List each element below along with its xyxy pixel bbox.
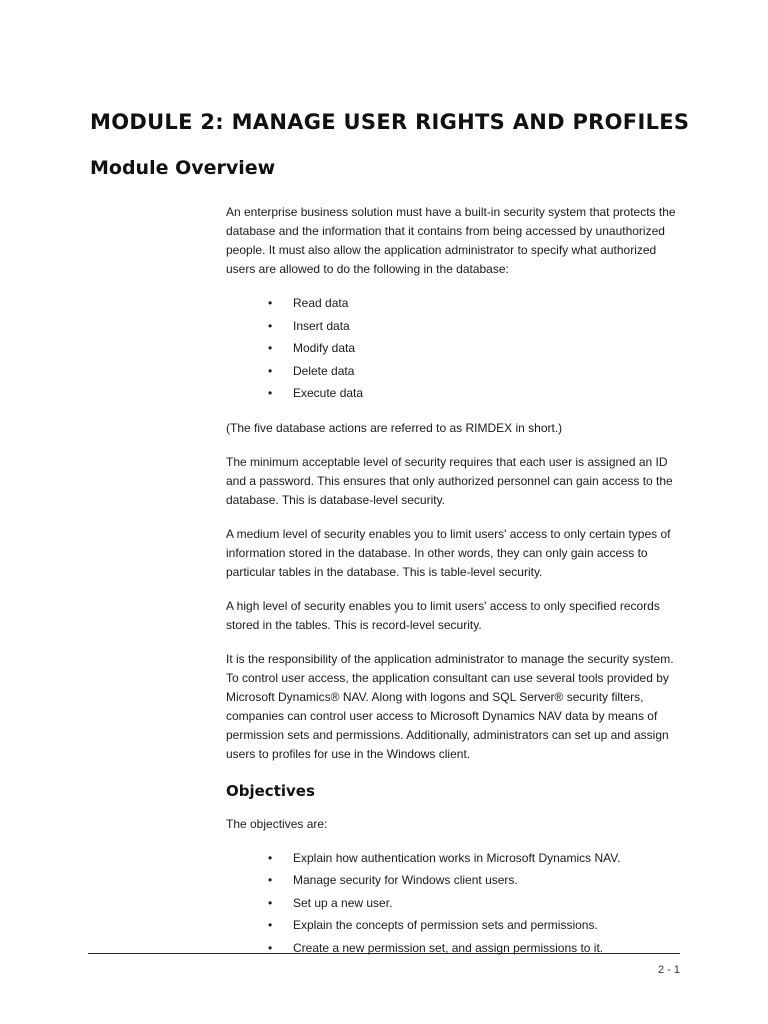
list-item [268,294,681,317]
list-item [268,362,681,385]
module-title: MODULE 2: MANAGE USER RIGHTS AND PROFILES [90,110,690,134]
intro-paragraph: An enterprise business solution must have a built-in security system that protects the database and the information that it contains from being accessed by unauthorized people. It must also allow the application administrator to specify what authorized users are allowed to do the following in the database: [226,205,676,276]
record-level-paragraph: A high level of security enables you to limit users' access to only specified records stored in the tables. This is record-level security. [226,598,660,632]
objectives-intro: The objectives are: [226,816,328,831]
objectives-list [226,849,681,962]
list-item [268,384,681,407]
list-item-text: Modify data [293,341,356,355]
bullet-icon: • [268,386,273,400]
bullet-icon: • [268,341,273,355]
bullet-icon: • [268,363,273,378]
database-level-paragraph: The minimum acceptable level of security requires that each user is assigned an ID and a password. This ensures that only authorized personnel can gain access to the database. This is database-level security. [226,454,673,507]
list-item [268,317,681,340]
list-item [268,894,681,917]
bullet-icon: • [268,318,273,333]
list-item-text: Set up a new user. [293,895,393,910]
list-item-text: Explain the concepts of permission sets and permissions. [293,918,598,932]
list-item-text: Read data [293,296,349,310]
objectives-heading: Objectives [226,781,315,800]
list-item [268,339,681,362]
list-item [268,849,681,872]
list-item-text: Explain how authentication works in Microsoft Dynamics NAV. [293,850,621,865]
administrator-paragraph: It is the responsibility of the application administrator to manage the security system. To control user access, the application consultant can use several tools provided by Microsoft Dynamics® NAV. Along with logons and SQL Server® security filters, companies can control user access to Microsoft Dynamics NAV data by means of permission sets and permissions. Additionally, administrators can set up and assign users to profiles for use in the Windows client. [226,651,674,761]
list-item-text: Create a new permission set, and assign permissions to it. [293,940,604,955]
bullet-icon: • [268,850,273,865]
list-item-text: Manage security for Windows client users. [293,873,518,887]
rimdex-note: (The five database actions are referred to as RIMDEX in short.) [226,420,563,435]
list-item-text: Execute data [293,386,364,400]
bullet-icon: • [268,940,273,955]
page-number: 2 - 1 [657,964,680,976]
list-item [268,916,681,939]
list-item-text: Insert data [293,318,350,333]
bullet-icon: • [268,296,273,310]
table-level-paragraph: A medium level of security enables you to limit users' access to only certain types of information stored in the database. In other words, they can only gain access to particular tables in the database. This is table-level security. [226,526,671,579]
bullet-icon: • [268,873,273,887]
list-item [268,939,681,962]
list-item [268,871,681,894]
bullet-icon: • [268,918,273,932]
section-heading: Module Overview [90,157,276,179]
list-item-text: Delete data [293,363,355,378]
bullet-icon: • [268,895,273,910]
database-actions-list [226,294,681,407]
footer-divider [88,953,680,954]
body-content [226,203,681,973]
